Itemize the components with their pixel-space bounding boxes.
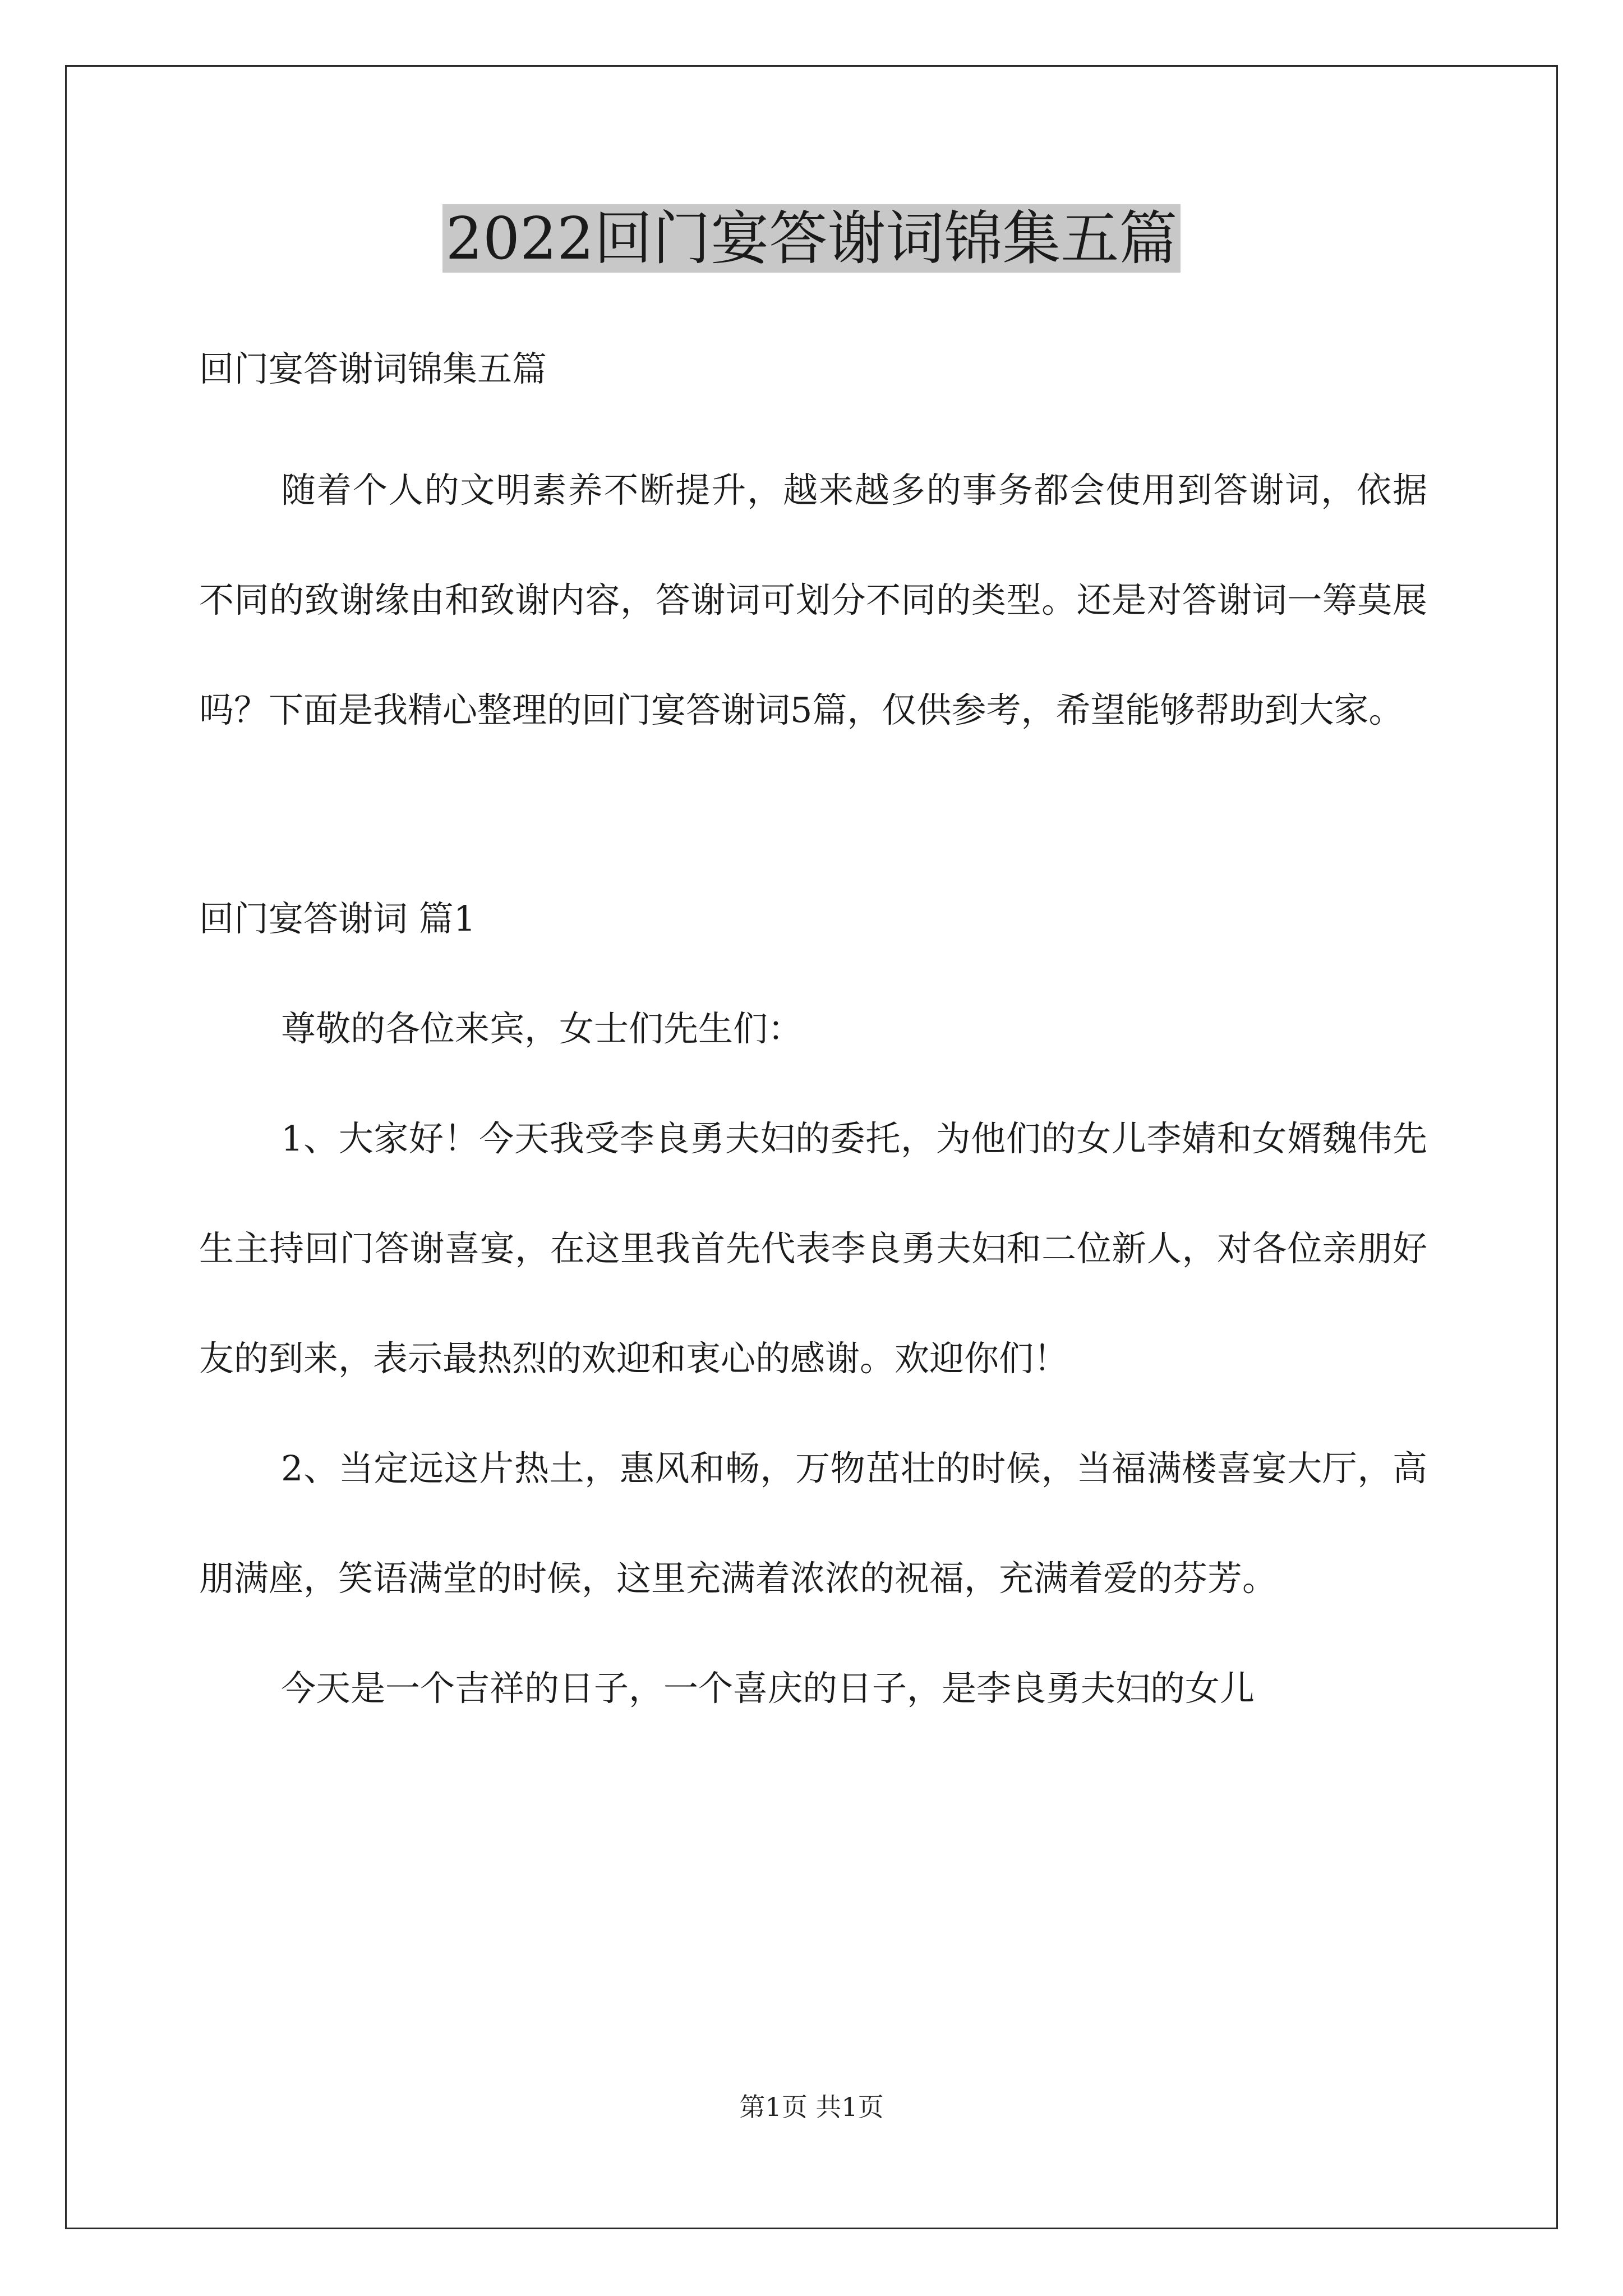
- section-heading: 回门宴答谢词 篇1: [199, 898, 476, 939]
- paragraph-1: 1、大家好！今天我受李良勇夫妇的委托，为他们的女儿李婧和女婿魏伟先生主持回门答谢喜宴，在这里我首先代表李良勇夫妇和二位新人，对各位亲朋好友的到来，表示最热烈的欢迎和衷心的感谢。欢迎你们！: [199, 1118, 1427, 1379]
- paragraph-2: 2、当定远这片热土，惠风和畅，万物茁壮的时候，当福满楼喜宴大厅，高朋满座，笑语满堂的时候，这里充满着浓浓的祝福，充满着爱的芬芳。: [199, 1448, 1427, 1599]
- document-subtitle: 回门宴答谢词锦集五篇: [199, 348, 547, 389]
- greeting-paragraph: 尊敬的各位来宾，女士们先生们：: [281, 1008, 803, 1049]
- paragraph-3: 今天是一个吉祥的日子，一个喜庆的日子，是李良勇夫妇的女儿: [281, 1668, 1255, 1709]
- document-title-text: 2022回门宴答谢词锦集五篇: [442, 204, 1181, 273]
- intro-paragraph: 随着个人的文明素养不断提升，越来越多的事务都会使用到答谢词，依据不同的致谢缘由和致谢内容，答谢词可划分不同的类型。还是对答谢词一筹莫展吗？下面是我精心整理的回门宴答谢词5篇，仅供参考，希望能够帮助到大家。: [199, 470, 1427, 730]
- page-footer: 第1页 共1页: [739, 2092, 884, 2122]
- document-body: [199, 314, 1427, 1743]
- document-title: [0, 199, 1623, 278]
